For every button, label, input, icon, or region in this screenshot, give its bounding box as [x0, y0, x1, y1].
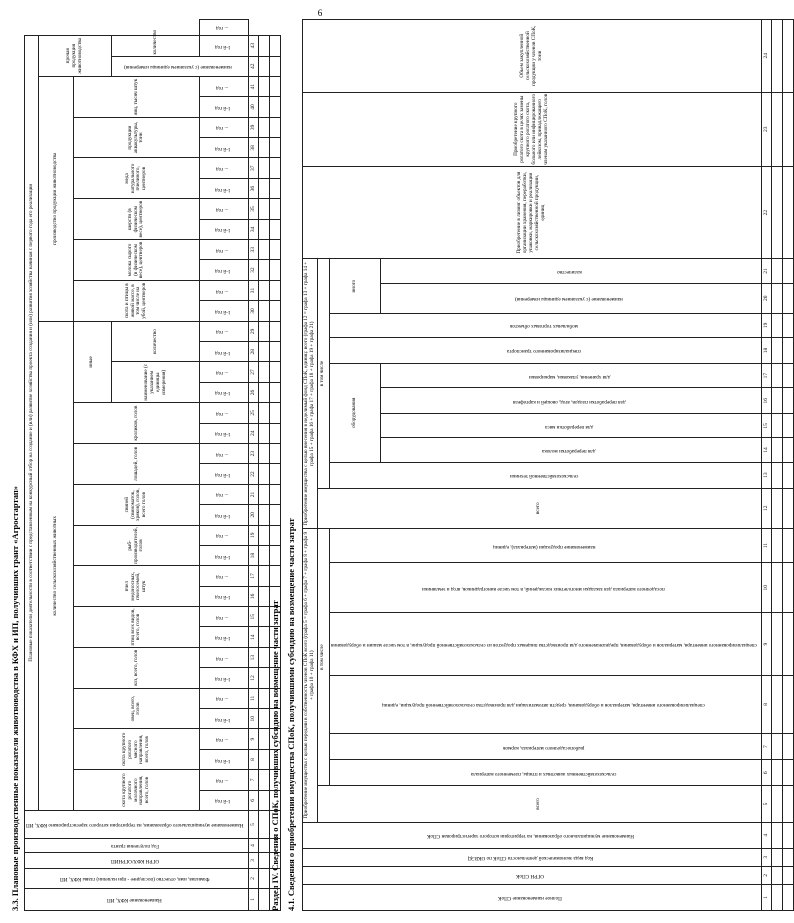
table-cell[interactable]: [269, 443, 280, 463]
year-label: ... год: [200, 20, 248, 36]
table-cell[interactable]: [771, 388, 782, 414]
table-cell[interactable]: [269, 138, 280, 158]
column-number: 14: [761, 438, 771, 462]
table-cell[interactable]: [782, 283, 793, 313]
hdr-head-name: Фамилия, имя, отчество (последнее - при наличии) главы КФХ, ИП: [25, 869, 249, 889]
year-label: 1-й год: [200, 505, 248, 525]
table-cell[interactable]: [269, 97, 280, 117]
table-cell[interactable]: [258, 464, 269, 484]
table-cell[interactable]: [269, 199, 280, 219]
column-number: 10: [248, 709, 258, 729]
page-number: 6: [317, 8, 323, 18]
year-label: 1-й год: [200, 627, 248, 647]
hdr-other-production: прочая продукция животноводства: [39, 35, 112, 76]
col-sheep: овец, всего, голов: [73, 688, 200, 729]
table-cell[interactable]: [269, 56, 280, 76]
table-cell[interactable]: [258, 56, 269, 76]
year-label: ... год: [200, 117, 248, 137]
hdr-grant-year: Год получения гранта: [25, 839, 249, 853]
year-label: 1-й год: [200, 342, 248, 362]
table-cell[interactable]: [269, 260, 280, 280]
col-bees: пчел медоносных, пчелосемей, штук: [73, 566, 200, 607]
year-label: ... год: [200, 158, 248, 178]
table-cell[interactable]: [782, 488, 793, 528]
col-horses: лошадей, голов: [73, 443, 200, 484]
table-cell[interactable]: [782, 20, 793, 93]
year-label: 1-й год: [200, 668, 248, 688]
column-number: 13: [761, 462, 771, 488]
column-number: 23: [761, 92, 771, 166]
table-cell[interactable]: [782, 734, 793, 760]
column-number: 19: [761, 313, 771, 337]
year-label: ... год: [200, 566, 248, 586]
column-number: 16: [248, 586, 258, 606]
year-label: ... год: [200, 647, 248, 667]
hdr-purchased-volume: Объем закупленной сельскохозяйственной продукции у членов СПоК, тонн: [303, 20, 762, 93]
year-label: ... год: [200, 770, 248, 790]
year-label: ... год: [200, 280, 248, 300]
livestock-plan-table: [24, 19, 281, 911]
table-cell[interactable]: [269, 382, 280, 402]
col-15: для переработки мяса: [380, 414, 761, 438]
table-row: [771, 20, 782, 911]
col-14: для переработки молока: [380, 438, 761, 462]
year-label: ... год: [200, 443, 248, 463]
table-cell[interactable]: [782, 337, 793, 363]
table-cell[interactable]: [258, 280, 269, 300]
col-fish: рыб-производителей, голов: [73, 525, 200, 566]
year-label: ... год: [200, 240, 248, 260]
table-cell[interactable]: [771, 414, 782, 438]
hdr-spok-ogrn: ОГРН СПоК: [303, 866, 762, 884]
column-numbers-row: [761, 20, 771, 911]
table-cell[interactable]: [269, 525, 280, 545]
table-cell[interactable]: [771, 786, 782, 822]
column-number: 1: [761, 884, 771, 910]
table-cell[interactable]: [269, 362, 280, 382]
table-row: [258, 20, 269, 911]
column-number: 7: [761, 734, 771, 760]
table-cell[interactable]: [269, 240, 280, 260]
column-number: 25: [248, 403, 258, 423]
table-cell[interactable]: [258, 138, 269, 158]
table-cell[interactable]: [258, 853, 269, 869]
table-cell[interactable]: [782, 414, 793, 438]
column-number: 3: [761, 848, 771, 866]
table-cell[interactable]: [771, 438, 782, 462]
table-cell[interactable]: [258, 403, 269, 423]
column-number: 15: [248, 607, 258, 627]
table-cell[interactable]: [258, 240, 269, 260]
section-4-title: Раздел IV. Сведения о СПоК, получивших субсидию на возмещение части затрат: [270, 600, 280, 911]
column-number: 38: [248, 138, 258, 158]
hdr-ogrn: ОГРН КФХ/ОГРНИП: [25, 853, 249, 869]
col-5-total: всего: [317, 786, 761, 822]
column-number: 4: [248, 839, 258, 853]
table-cell[interactable]: [782, 884, 793, 910]
year-label: ... год: [200, 362, 248, 382]
table-cell[interactable]: [782, 613, 793, 675]
table-cell[interactable]: [258, 484, 269, 504]
year-label: ... год: [200, 403, 248, 423]
table-cell[interactable]: [258, 76, 269, 96]
col-20: наименование (с указанием единицы измерения): [380, 283, 761, 313]
table-cell[interactable]: [258, 839, 269, 853]
hdr-spok-municipality: Наименование муниципального образования, на территории которого зарегистрирован СПоК: [303, 822, 762, 848]
col-10: посадочного материала для закладки многолетних насаждений, в том числе виноградников, ягод и земляники: [329, 563, 761, 613]
table-cell[interactable]: [269, 158, 280, 178]
column-numbers-row: [248, 20, 258, 911]
table-cell[interactable]: [258, 443, 269, 463]
column-number: 22: [248, 464, 258, 484]
table-cell[interactable]: [269, 301, 280, 321]
table-cell[interactable]: [782, 259, 793, 283]
table-cell[interactable]: [258, 505, 269, 525]
column-number: 20: [248, 505, 258, 525]
column-number: 10: [761, 563, 771, 613]
table-cell[interactable]: [258, 607, 269, 627]
table-cell[interactable]: [782, 866, 793, 884]
col-6: сельскохозяйственных животных и птицы, племенного материала: [329, 760, 761, 786]
column-number: 17: [248, 566, 258, 586]
column-number: 5: [248, 811, 258, 839]
column-number: 13: [248, 647, 258, 667]
col-13: сельскохозяйственной техники: [329, 462, 761, 488]
col-pigs: свиней (свиноматок, хряков), голов, всего голов: [73, 484, 200, 525]
hdr-indivisible-fund: Приобретение имущества с целью внесения в неделимый фонд СПоК, единиц: всего (графа 12 = графа 13 + графа 14 + графа 15 + графа 16 + графа 17 + графа 18 + графа 19 + графа 21): [303, 259, 318, 528]
table-cell[interactable]: [771, 462, 782, 488]
column-number: 42: [248, 56, 258, 76]
column-number: 21: [761, 259, 771, 283]
table-cell[interactable]: [269, 76, 280, 96]
rotated-landscape-page: [8, 15, 770, 915]
hdr-okved: Код вида экономической деятельности СПоК по ОКВЭД: [303, 848, 762, 866]
hdr-kfh-name: Наименование КФХ, ИП: [25, 889, 249, 911]
table-cell[interactable]: [258, 321, 269, 341]
table-cell[interactable]: [258, 869, 269, 889]
col-19: мобильных торговых объектов: [329, 313, 761, 337]
table-cell[interactable]: [269, 423, 280, 443]
table-cell[interactable]: [258, 178, 269, 198]
year-label: ... год: [200, 688, 248, 708]
table-cell[interactable]: [771, 166, 782, 259]
column-number: 1: [248, 889, 258, 911]
table-cell[interactable]: [771, 822, 782, 848]
table-cell[interactable]: [258, 35, 269, 56]
table-cell[interactable]: [258, 770, 269, 790]
year-label: 1-й год: [200, 178, 248, 198]
column-number: 24: [761, 20, 771, 93]
col-12-total: всего: [317, 488, 761, 528]
column-number: 34: [248, 219, 258, 239]
year-label: ... год: [200, 321, 248, 341]
col-other-livestock-name: наименование (с указанием единицы измерения): [112, 362, 200, 403]
table-cell[interactable]: [269, 178, 280, 198]
col-5-subgroup: в том числе: [317, 528, 329, 785]
col-18: специализированного транспорта: [329, 337, 761, 363]
column-number: 18: [248, 545, 258, 565]
table-cell[interactable]: [258, 647, 269, 667]
table-cell[interactable]: [771, 92, 782, 166]
col-rabbits: кроликов, голов: [73, 403, 200, 444]
col-other-livestock-qty: количество: [112, 321, 200, 362]
year-label: 1-й год: [200, 97, 248, 117]
table-cell[interactable]: [258, 729, 269, 749]
table-cell[interactable]: [771, 884, 782, 910]
table-cell[interactable]: [258, 889, 269, 911]
year-label: 1-й год: [200, 790, 248, 810]
col-8: специализированного инвентаря, материалов и оборудования, средств автоматизации для производства сельскохозяйственной продукции, единиц: [329, 675, 761, 733]
table-cell[interactable]: [269, 464, 280, 484]
col-16: для переработки плодов, ягод, овощей и картофеля: [380, 388, 761, 414]
col-other-production-qty: количество: [112, 35, 200, 56]
table-cell[interactable]: [258, 362, 269, 382]
col-other-production-name: наименование (с указанием единицы измерения): [112, 56, 248, 76]
table-cell[interactable]: [782, 364, 793, 388]
year-label: 1-й год: [200, 709, 248, 729]
year-label: 1-й год: [200, 260, 248, 280]
column-number: 33: [248, 240, 258, 260]
column-number: 40: [248, 97, 258, 117]
column-number: 4: [761, 822, 771, 848]
column-number: 9: [248, 729, 258, 749]
table-cell[interactable]: [782, 528, 793, 562]
year-label: 1-й год: [200, 35, 248, 56]
hdr-municipality: Наименование муниципального образования, на территории которого зарегистрировано КФХ, ИП: [25, 811, 249, 839]
year-label: ... год: [200, 525, 248, 545]
spok-property-table: [302, 19, 794, 911]
col-poultry: птиц всех видов, всего, голов: [73, 607, 200, 648]
year-label: ... год: [200, 729, 248, 749]
col-dairy-cattle: скота крупного рогатого молочного направления, всего, голов: [73, 770, 200, 811]
table-cell[interactable]: [258, 219, 269, 239]
year-label: 1-й год: [200, 545, 248, 565]
table-cell[interactable]: [771, 613, 782, 675]
year-label: 1-й год: [200, 423, 248, 443]
year-label: ... год: [200, 484, 248, 504]
column-number: 2: [248, 869, 258, 889]
column-number: 8: [761, 675, 771, 733]
column-number: 29: [248, 321, 258, 341]
col-live-weight: скота и птицы в живой массе, в том числе на убой, центнеров: [73, 280, 200, 321]
table-cell[interactable]: [269, 505, 280, 525]
col-aquaculture: продукции аквакультуры, тонн: [73, 117, 200, 158]
col-7: рыбопосадочного материала, кормов: [329, 734, 761, 760]
table-cell[interactable]: [782, 313, 793, 337]
year-label: 1-й год: [200, 301, 248, 321]
table-cell[interactable]: [771, 337, 782, 363]
year-label: 1-й год: [200, 138, 248, 158]
table-cell[interactable]: [258, 586, 269, 606]
table-cell[interactable]: [782, 166, 793, 259]
column-number: 8: [248, 749, 258, 769]
table-cell[interactable]: [782, 438, 793, 462]
column-number: 6: [761, 760, 771, 786]
table-cell[interactable]: [771, 563, 782, 613]
table-cell[interactable]: [782, 786, 793, 822]
col-other: иного: [329, 259, 380, 313]
table-cell[interactable]: [771, 866, 782, 884]
table-cell[interactable]: [782, 822, 793, 848]
table-cell[interactable]: [782, 760, 793, 786]
column-number: 18: [761, 337, 771, 363]
table-cell[interactable]: [258, 749, 269, 769]
year-label: 1-й год: [200, 749, 248, 769]
column-number: 31: [248, 280, 258, 300]
column-number: 27: [248, 362, 258, 382]
table-cell[interactable]: [258, 97, 269, 117]
column-number: 39: [248, 117, 258, 137]
column-number: 41: [248, 76, 258, 96]
col-wool: шерсти (в физическом весе), центнеров: [73, 199, 200, 240]
col-other-livestock: иные: [73, 321, 112, 403]
column-number: 32: [248, 260, 258, 280]
hdr-livestock-group: количество сельскохозяйственных животных: [39, 321, 74, 810]
section-4-1-subtitle: 4.1. Сведения о приобретении имущества СПоК, получившими субсидию на возмещение части затрат: [286, 518, 296, 911]
year-label: ... год: [200, 76, 248, 96]
table-cell[interactable]: [258, 382, 269, 402]
table-cell[interactable]: [782, 848, 793, 866]
table-cell[interactable]: [269, 566, 280, 586]
table-cell[interactable]: [269, 35, 280, 56]
table-cell[interactable]: [782, 675, 793, 733]
table-cell[interactable]: [258, 545, 269, 565]
table-cell[interactable]: [258, 301, 269, 321]
column-number: 11: [248, 688, 258, 708]
table-cell[interactable]: [782, 462, 793, 488]
year-labels-row: [200, 20, 248, 911]
col-milk: молока сырого (в физическом весе), центнеров: [73, 240, 200, 281]
table-cell[interactable]: [771, 364, 782, 388]
year-label: 1-й год: [200, 219, 248, 239]
table-cell[interactable]: [258, 342, 269, 362]
table-cell[interactable]: [771, 313, 782, 337]
col-goats: коз, всего, голов: [73, 647, 200, 688]
column-number: 21: [248, 484, 258, 504]
table-cell[interactable]: [782, 563, 793, 613]
table-cell[interactable]: [771, 488, 782, 528]
column-number: 30: [248, 301, 258, 321]
table-cell[interactable]: [269, 280, 280, 300]
table-cell[interactable]: [771, 734, 782, 760]
table-cell[interactable]: [258, 117, 269, 137]
table-cell[interactable]: [258, 260, 269, 280]
column-number: 22: [761, 166, 771, 259]
table-cell[interactable]: [258, 158, 269, 178]
table-cell[interactable]: [269, 342, 280, 362]
table-cell[interactable]: [771, 283, 782, 313]
table-cell[interactable]: [782, 92, 793, 166]
col-beef-cattle: скота крупного рогатого мясного направления, всего, голов: [73, 729, 200, 770]
column-number: 23: [248, 443, 258, 463]
hdr-transfer-to-members: Приобретение имущества с целью передачи в собственность членов СПоК всего (графа 5 = графа 6 + графа 7 + графа 8 + графа 9 + графа 10 + графа 11): [303, 528, 318, 822]
table-cell[interactable]: [771, 675, 782, 733]
column-number: 9: [761, 613, 771, 675]
table-row: [782, 20, 793, 911]
col-honey: меда натурального пчелиного, центнеров: [73, 158, 200, 199]
column-number: 6: [248, 790, 258, 810]
table-cell[interactable]: [269, 484, 280, 504]
hdr-spok-name: Полное наименование СПоК: [303, 884, 762, 910]
table-cell[interactable]: [258, 423, 269, 443]
year-label: 1-й год: [200, 586, 248, 606]
table-cell[interactable]: [258, 811, 269, 839]
table-cell[interactable]: [258, 525, 269, 545]
col-21: количество: [380, 259, 761, 283]
column-number: 28: [248, 342, 258, 362]
col-9: специализированного инвентаря, материалов и оборудования, предназначенного для производства пищевых продуктов из сельскохозяйственной продукции, в том числе машин и оборудования: [329, 613, 761, 675]
table-cell[interactable]: [269, 321, 280, 341]
column-number: 15: [761, 414, 771, 438]
hdr-leasing: Приобретение в лизинг объектов для организации хранения, переработки, упаковки, маркировки и реализации сельскохозяйственной продукции, единиц: [303, 166, 762, 259]
column-number: 12: [761, 488, 771, 528]
column-number: 35: [248, 199, 258, 219]
table-cell[interactable]: [771, 848, 782, 866]
col-11: наименование продукции (материала), единиц: [329, 528, 761, 562]
table-cell[interactable]: [269, 219, 280, 239]
col-eggs: яиц, тысяч штук: [73, 76, 200, 117]
hdr-cattle-replacement: Приобретение крупного рогатого скота в целях замены крупного рогатого скота, больного или инфицированного лейкозом, принадлежащего членам указанного СПоК, голов: [303, 92, 762, 166]
col-17: для хранения, упаковки, маркировки: [380, 364, 761, 388]
column-number: 5: [761, 786, 771, 822]
column-number: 14: [248, 627, 258, 647]
table-cell[interactable]: [258, 566, 269, 586]
column-number: 17: [761, 364, 771, 388]
year-label: ... год: [200, 607, 248, 627]
column-number: 16: [761, 388, 771, 414]
col-12-subgroup: в том числе: [317, 259, 329, 488]
table-cell[interactable]: [771, 528, 782, 562]
year-label: ... год: [200, 199, 248, 219]
table-cell[interactable]: [258, 199, 269, 219]
column-number: 19: [248, 525, 258, 545]
column-number: 11: [761, 528, 771, 562]
column-number: 2: [761, 866, 771, 884]
col-equipment: оборудования: [329, 364, 380, 463]
column-number: 36: [248, 178, 258, 198]
table-cell[interactable]: [782, 388, 793, 414]
hdr-production-group: производство продукции животноводства: [39, 76, 74, 321]
table-cell[interactable]: [771, 760, 782, 786]
table-cell[interactable]: [771, 259, 782, 283]
year-label: 1-й год: [200, 382, 248, 402]
column-number: 7: [248, 770, 258, 790]
column-number: 24: [248, 423, 258, 443]
column-number: 3: [248, 853, 258, 869]
table-cell[interactable]: [258, 668, 269, 688]
table-cell[interactable]: [269, 545, 280, 565]
table-cell[interactable]: [258, 709, 269, 729]
table-cell[interactable]: [771, 20, 782, 93]
column-number: 37: [248, 158, 258, 178]
hdr-plan-indicators: Плановые показатели деятельности в соответствии с представленным на конкурсный отбор на создание и (или) развитие хозяйства проекта создания и (или) развития хозяйства начиная с первого года его реализации: [25, 35, 39, 810]
column-number: 20: [761, 283, 771, 313]
column-number: 43: [248, 35, 258, 56]
table-cell[interactable]: [258, 790, 269, 810]
table-cell[interactable]: [258, 688, 269, 708]
table-cell[interactable]: [269, 403, 280, 423]
section-3-3-title: 3.3. Плановые производственные показатели животноводства в КФХ и ИП, получивших грант «Агростартап»: [10, 485, 20, 911]
year-label: 1-й год: [200, 464, 248, 484]
table-cell[interactable]: [258, 627, 269, 647]
column-number: 12: [248, 668, 258, 688]
column-number: 26: [248, 382, 258, 402]
table-cell[interactable]: [269, 117, 280, 137]
